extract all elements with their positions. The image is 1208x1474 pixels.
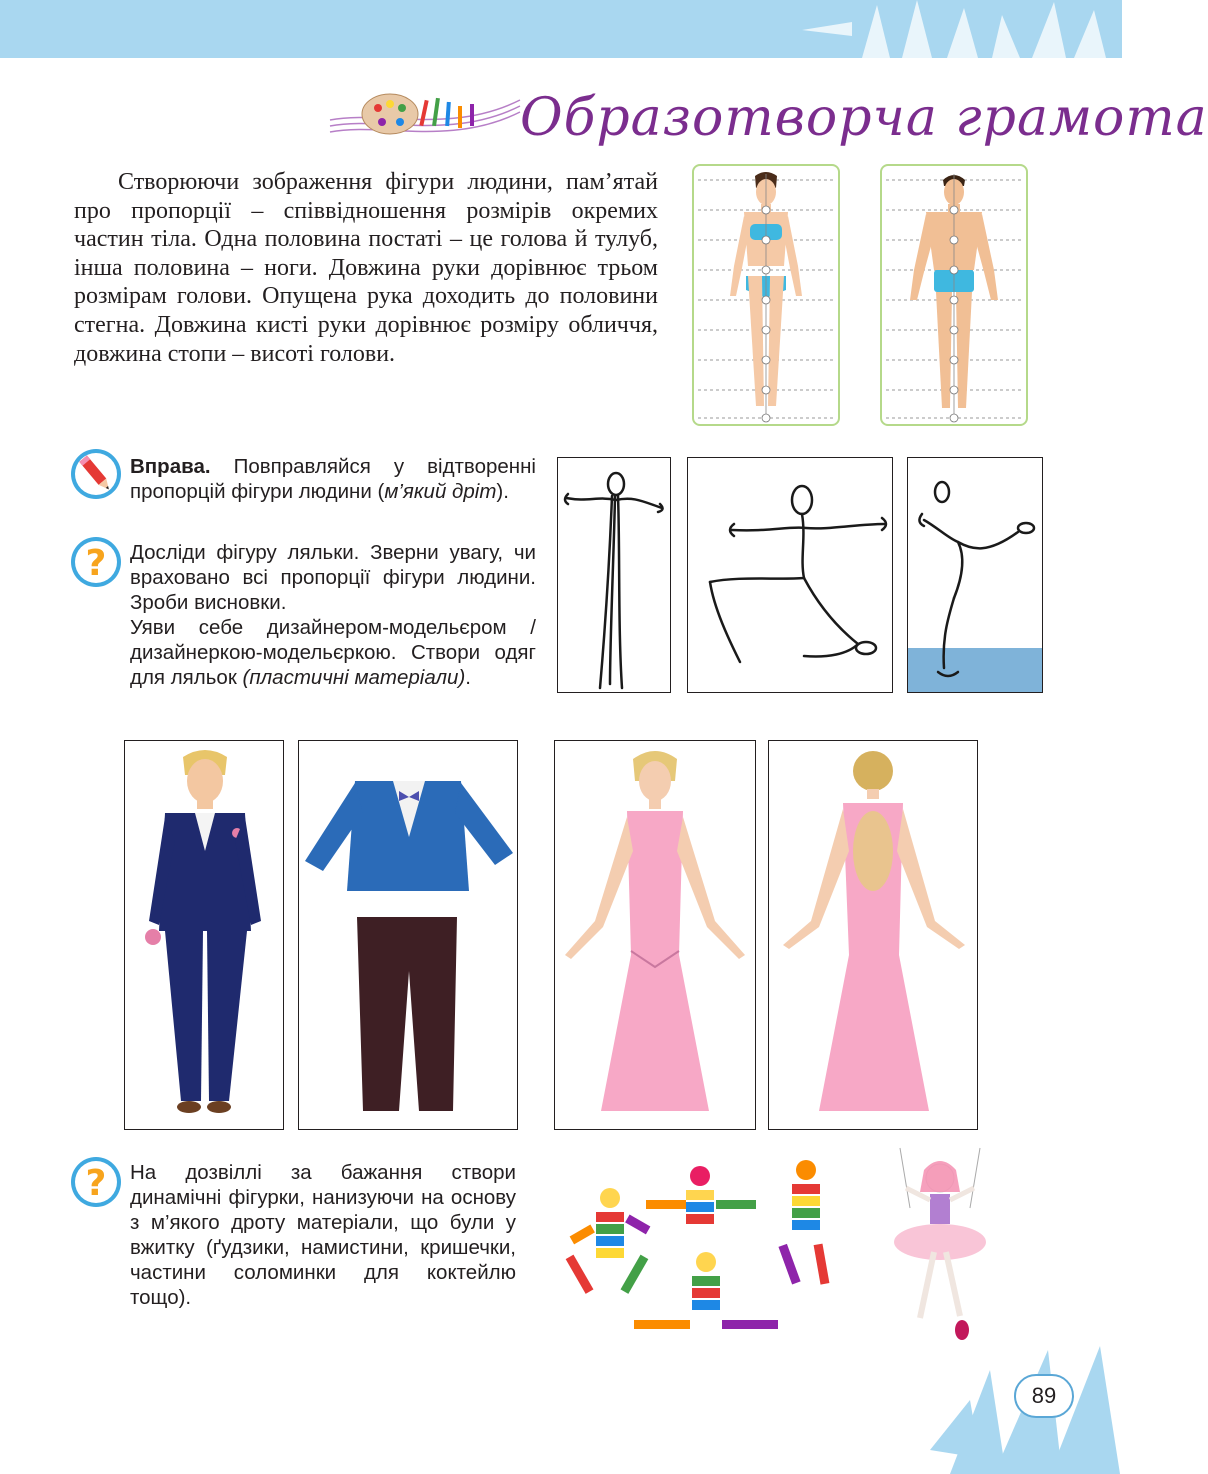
intro-paragraph: Створюючи зображення фігури людини, пам’ятай про пропорції – співвідношення розмірів окремих частин тіла. Одна половина постаті – це голова й тулуб, інша половина – ноги. Довжина руки дорівнює трьом розмірам голови. Опущена рука доходить до половини стегна. Довжина кисті руки дорівнює розміру обличчя, довжина стопи – висоті голови. — [74, 169, 658, 367]
svg-text:?: ? — [85, 543, 107, 584]
wire-figure-photo-2 — [687, 457, 893, 693]
female-proportion-figure — [692, 164, 840, 426]
exercise-text: Повправляйся у відтворенні пропорцій фігури людини ( — [130, 455, 536, 503]
explore-line1: Досліди фігуру ляльки. Зверни увагу, чи враховано всі пропорції фігури людини. Зроби висновки. — [130, 541, 536, 614]
wire-figure-photo-1 — [557, 457, 671, 693]
explore-end: . — [465, 666, 471, 689]
barbie-front-photo — [554, 740, 756, 1130]
question-icon — [70, 1156, 122, 1208]
barbie-back-photo — [768, 740, 978, 1130]
exercise-label: Вправа. — [130, 455, 211, 478]
exercise-task — [130, 454, 536, 504]
question-icon — [70, 536, 122, 588]
crayons-decoration — [702, 0, 1122, 58]
ken-doll-photo — [124, 740, 284, 1130]
svg-text:?: ? — [85, 1163, 107, 1204]
explore-task — [130, 540, 536, 690]
doll-clothes-photo — [298, 740, 518, 1130]
leisure-task: На дозвіллі за бажання створи динамічні фігурки, нанизуючи на основу з м’якого дроту матеріали, що були у вжитку (ґудзики, намистини, кришечки, частини соломинки для коктейлю тощо). — [130, 1161, 516, 1309]
page-number: 89 — [1014, 1374, 1074, 1418]
section-header — [330, 80, 1208, 160]
puppet-image — [880, 1148, 1000, 1348]
page-title: Образотворча грамота — [520, 88, 1208, 148]
wire-figure-photo-3 — [907, 457, 1043, 693]
exercise-material: м’який дріт — [384, 480, 497, 503]
palette-icon — [330, 80, 530, 150]
male-proportion-figure — [880, 164, 1028, 426]
explore-material: (пластичні матеріали) — [242, 666, 466, 689]
pencil-icon — [70, 448, 122, 500]
explore-line2: Уяви себе дизайнером-модельєром / дизайнеркою-модельєркою. Створи одяг для ляльок — [130, 616, 536, 689]
bead-figures-image — [530, 1150, 880, 1350]
exercise-end: ). — [496, 480, 509, 503]
